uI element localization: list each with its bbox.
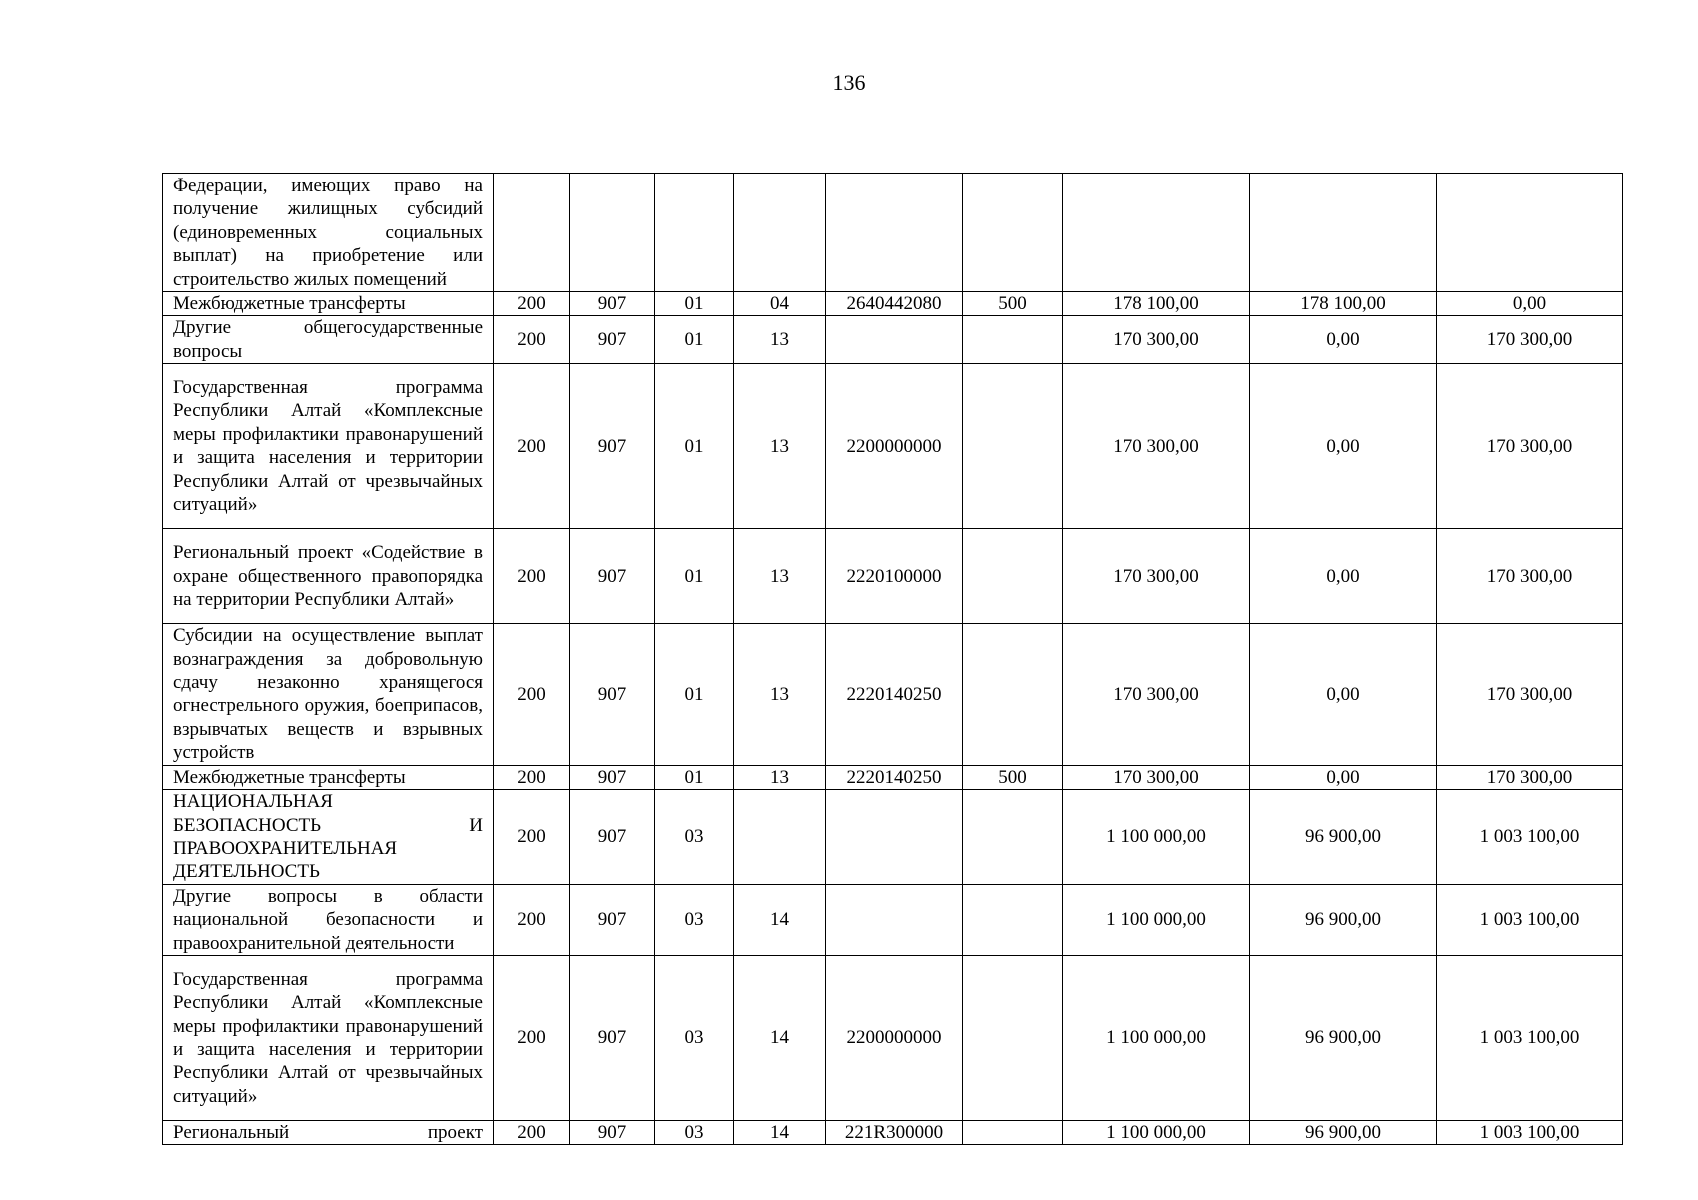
code-cell: 907 [570,790,655,885]
table-row [163,624,1623,765]
table-row [163,316,1623,364]
amount-cell: 1 100 000,00 [1063,884,1250,955]
code-cell: 13 [734,529,826,624]
table-row [163,884,1623,955]
code-cell: 907 [570,1120,655,1144]
amount-cell: 178 100,00 [1250,292,1437,316]
amount-cell: 170 300,00 [1437,364,1623,529]
amount-cell [1437,174,1623,292]
code-cell [826,316,963,364]
code-cell: 907 [570,529,655,624]
code-cell: 2220140250 [826,624,963,765]
code-cell: 500 [963,765,1063,789]
code-cell [570,174,655,292]
amount-cell: 1 003 100,00 [1437,884,1623,955]
table-row [163,1120,1623,1144]
amount-cell: 0,00 [1250,765,1437,789]
code-cell: 04 [734,292,826,316]
table-row [163,174,1623,292]
code-cell: 2200000000 [826,955,963,1120]
code-cell [963,624,1063,765]
row-name-cell: Другие общегосударственные вопросы [163,316,494,364]
table-row [163,364,1623,529]
page-number: 136 [832,70,866,95]
table-row [163,529,1623,624]
amount-cell: 0,00 [1250,624,1437,765]
amount-cell: 0,00 [1250,316,1437,364]
row-name-cell: Региональный проект «Содействие в охране общественного правопорядка на территории Республики Алтай» [163,529,494,624]
code-cell: 907 [570,292,655,316]
code-cell: 03 [655,1120,734,1144]
code-cell: 14 [734,1120,826,1144]
code-cell: 907 [570,364,655,529]
code-cell: 200 [494,316,570,364]
code-cell: 200 [494,790,570,885]
code-cell: 907 [570,624,655,765]
table-row [163,765,1623,789]
amount-cell: 170 300,00 [1063,529,1250,624]
code-cell [963,1120,1063,1144]
row-name-cell: Федерации, имеющих право на получение жилищных субсидий (единовременных социальных выплат) на приобретение или строительство жилых помещений [163,174,494,292]
row-name-cell: Субсидии на осуществление выплат вознаграждения за добровольную сдачу незаконно хранящегося огнестрельного оружия, боеприпасов, взрывчатых веществ и взрывных устройств [163,624,494,765]
code-cell: 907 [570,884,655,955]
amount-cell: 96 900,00 [1250,884,1437,955]
code-cell: 14 [734,884,826,955]
row-name-cell: Другие вопросы в области национальной безопасности и правоохранительной деятельности [163,884,494,955]
code-cell: 03 [655,955,734,1120]
row-name-cell: Государственная программа Республики Алтай «Комплексные меры профилактики правонарушений и защита населения и территории Республики Алтай от чрезвычайных ситуаций» [163,364,494,529]
code-cell [734,790,826,885]
table-row [163,292,1623,316]
code-cell [963,884,1063,955]
table-row [163,790,1623,885]
table-row [163,955,1623,1120]
code-cell: 221R300000 [826,1120,963,1144]
amount-cell [1250,174,1437,292]
amount-cell: 170 300,00 [1437,529,1623,624]
code-cell [963,316,1063,364]
code-cell: 01 [655,529,734,624]
code-cell [826,790,963,885]
code-cell: 907 [570,955,655,1120]
amount-cell: 1 100 000,00 [1063,790,1250,885]
code-cell: 2220100000 [826,529,963,624]
code-cell: 200 [494,624,570,765]
amount-cell: 0,00 [1250,364,1437,529]
code-cell [826,884,963,955]
code-cell [963,364,1063,529]
amount-cell: 0,00 [1250,529,1437,624]
code-cell: 2200000000 [826,364,963,529]
amount-cell: 1 003 100,00 [1437,1120,1623,1144]
amount-cell: 170 300,00 [1063,765,1250,789]
code-cell: 200 [494,884,570,955]
amount-cell: 170 300,00 [1063,624,1250,765]
code-cell: 907 [570,765,655,789]
code-cell: 01 [655,624,734,765]
row-name-cell: Межбюджетные трансферты [163,292,494,316]
code-cell [963,529,1063,624]
amount-cell: 1 100 000,00 [1063,1120,1250,1144]
code-cell: 200 [494,364,570,529]
amount-cell: 170 300,00 [1063,316,1250,364]
amount-cell: 170 300,00 [1063,364,1250,529]
code-cell: 200 [494,765,570,789]
code-cell [494,174,570,292]
row-name-cell: Региональный проект [163,1120,494,1144]
budget-table [162,173,1623,1145]
amount-cell: 1 003 100,00 [1437,955,1623,1120]
code-cell: 500 [963,292,1063,316]
code-cell: 200 [494,292,570,316]
code-cell: 2640442080 [826,292,963,316]
code-cell [963,174,1063,292]
row-name-cell: Межбюджетные трансферты [163,765,494,789]
code-cell: 13 [734,765,826,789]
amount-cell: 170 300,00 [1437,316,1623,364]
amount-cell: 96 900,00 [1250,955,1437,1120]
amount-cell: 96 900,00 [1250,1120,1437,1144]
code-cell: 14 [734,955,826,1120]
code-cell: 01 [655,765,734,789]
code-cell: 200 [494,1120,570,1144]
code-cell [963,790,1063,885]
code-cell: 01 [655,364,734,529]
amount-cell: 178 100,00 [1063,292,1250,316]
code-cell [963,955,1063,1120]
amount-cell [1063,174,1250,292]
code-cell: 200 [494,955,570,1120]
code-cell: 03 [655,790,734,885]
amount-cell: 0,00 [1437,292,1623,316]
code-cell [655,174,734,292]
code-cell: 13 [734,624,826,765]
code-cell [734,174,826,292]
code-cell [826,174,963,292]
amount-cell: 170 300,00 [1437,765,1623,789]
code-cell: 13 [734,364,826,529]
amount-cell: 1 100 000,00 [1063,955,1250,1120]
amount-cell: 170 300,00 [1437,624,1623,765]
code-cell: 01 [655,316,734,364]
code-cell: 200 [494,529,570,624]
code-cell: 2220140250 [826,765,963,789]
row-name-cell: Государственная программа Республики Алтай «Комплексные меры профилактики правонарушений и защита населения и территории Республики Алтай от чрезвычайных ситуаций» [163,955,494,1120]
code-cell: 907 [570,316,655,364]
row-name-cell: НАЦИОНАЛЬНАЯ БЕЗОПАСНОСТЬ И ПРАВООХРАНИТЕЛЬНАЯ ДЕЯТЕЛЬНОСТЬ [163,790,494,885]
code-cell: 01 [655,292,734,316]
code-cell: 13 [734,316,826,364]
amount-cell: 1 003 100,00 [1437,790,1623,885]
code-cell: 03 [655,884,734,955]
amount-cell: 96 900,00 [1250,790,1437,885]
